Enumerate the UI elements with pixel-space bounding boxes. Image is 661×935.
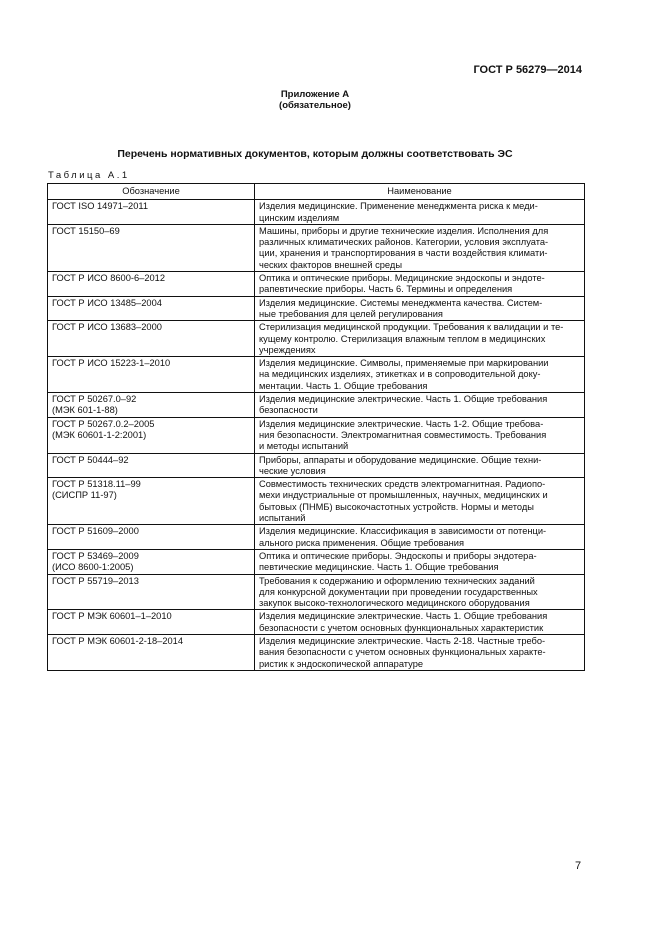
standard-code: ГОСТ Р ИСО 15223-1–2010 (48, 357, 255, 393)
column-header-name: Наименование (255, 184, 585, 200)
table-row (48, 478, 585, 525)
standard-code: ГОСТ Р 53469–2009 (ИСО 8600-1:2005) (48, 549, 255, 574)
table-row (48, 200, 585, 225)
table-row (48, 272, 585, 297)
standard-code: ГОСТ Р ИСО 13683–2000 (48, 321, 255, 357)
table-row (48, 634, 585, 670)
standard-name: Изделия медицинские. Применение менеджмента риска к меди- цинским изделиям (255, 200, 585, 225)
table-row (48, 321, 585, 357)
table-row (48, 417, 585, 453)
table-label: Таблица А.1 (48, 170, 130, 181)
standard-code: ГОСТ Р 51609–2000 (48, 525, 255, 550)
page-number: 7 (575, 860, 582, 872)
standard-name: Требования к содержанию и оформлению технических заданий для конкурсной документации при проведении государственных закупок высоко-технологического медицинского оборудования (255, 574, 585, 610)
standard-name: Изделия медицинские электрические. Часть 2-18. Частные требо- вания безопасности с учетом основных функциональных характе- ристик к эндоскопической аппаратуре (255, 634, 585, 670)
standard-name: Изделия медицинские. Системы менеджмента качества. Систем- ные требования для целей регулирования (255, 296, 585, 321)
table-row (48, 393, 585, 418)
standard-name: Изделия медицинские электрические. Часть 1. Общие требования безопасности (255, 393, 585, 418)
standard-code: ГОСТ ISO 14971–2011 (48, 200, 255, 225)
table-row (48, 549, 585, 574)
table-row (48, 357, 585, 393)
standard-code: ГОСТ Р 50267.0.2–2005 (МЭК 60601-1-2:2001) (48, 417, 255, 453)
standard-code: ГОСТ 15150–69 (48, 224, 255, 271)
standard-code: ГОСТ Р МЭК 60601–1–2010 (48, 610, 255, 635)
standard-name: Стерилизация медицинской продукции. Требования к валидации и те- кущему контролю. Стерилизация влажным теплом в медицинских учреждениях (255, 321, 585, 357)
standard-code: ГОСТ Р МЭК 60601-2-18–2014 (48, 634, 255, 670)
standards-table (47, 183, 585, 671)
standard-name: Изделия медицинские электрические. Часть 1. Общие требования безопасности с учетом основных функциональных характеристик (255, 610, 585, 635)
standard-name: Совместимость технических средств электромагнитная. Радиопо- мехи индустриальные от промышленных, научных, медицинских и бытовых (ПНМБ) высокочастотных устройств. Нормы и методы испытаний (255, 478, 585, 525)
standard-name: Приборы, аппараты и оборудование медицинские. Общие техни- ческие условия (255, 453, 585, 478)
table-row (48, 296, 585, 321)
section-title: Перечень нормативных документов, которым должны соответствовать ЭС (117, 148, 513, 160)
table-header-row (48, 184, 585, 200)
annex-status: (обязательное) (279, 100, 351, 111)
table-row (48, 610, 585, 635)
standard-code: ГОСТ Р ИСО 13485–2004 (48, 296, 255, 321)
annex-title: Приложение А (280, 89, 350, 100)
standard-code: ГОСТ Р 51318.11–99 (СИСПР 11-97) (48, 478, 255, 525)
standard-name: Изделия медицинские. Классификация в зависимости от потенци- ального риска применения. Общие требования (255, 525, 585, 550)
table-row (48, 574, 585, 610)
column-header-code: Обозначение (48, 184, 255, 200)
standard-name: Оптика и оптические приборы. Эндоскопы и приборы эндотера- певтические медицинские. Часть 1. Общие требования (255, 549, 585, 574)
standard-name: Машины, приборы и другие технические изделия. Исполнения для различных климатических районов. Категории, условия эксплуата- ции, хранения и транспортирования в части воздействия климати- ческих факторов внешней среды (255, 224, 585, 271)
standard-code: ГОСТ Р 55719–2013 (48, 574, 255, 610)
standard-name: Изделия медицинские. Символы, применяемые при маркировании на медицинских изделиях, этикетках и в сопроводительной доку- ментации. Часть 1. Общие требования (255, 357, 585, 393)
annex-heading (0, 89, 630, 111)
document-id: ГОСТ Р 56279—2014 (473, 64, 582, 76)
table-row (48, 224, 585, 271)
table-row (48, 525, 585, 550)
standard-code: ГОСТ Р 50444–92 (48, 453, 255, 478)
standard-name: Изделия медицинские электрические. Часть 1-2. Общие требова- ния безопасности. Электромагнитная совместимость. Требования и методы испытаний (255, 417, 585, 453)
standard-code: ГОСТ Р 50267.0–92 (МЭК 601-1-88) (48, 393, 255, 418)
standard-name: Оптика и оптические приборы. Медицинские эндоскопы и эндоте- рапевтические приборы. Часть 6. Термины и определения (255, 272, 585, 297)
standard-code: ГОСТ Р ИСО 8600-6–2012 (48, 272, 255, 297)
table-row (48, 453, 585, 478)
